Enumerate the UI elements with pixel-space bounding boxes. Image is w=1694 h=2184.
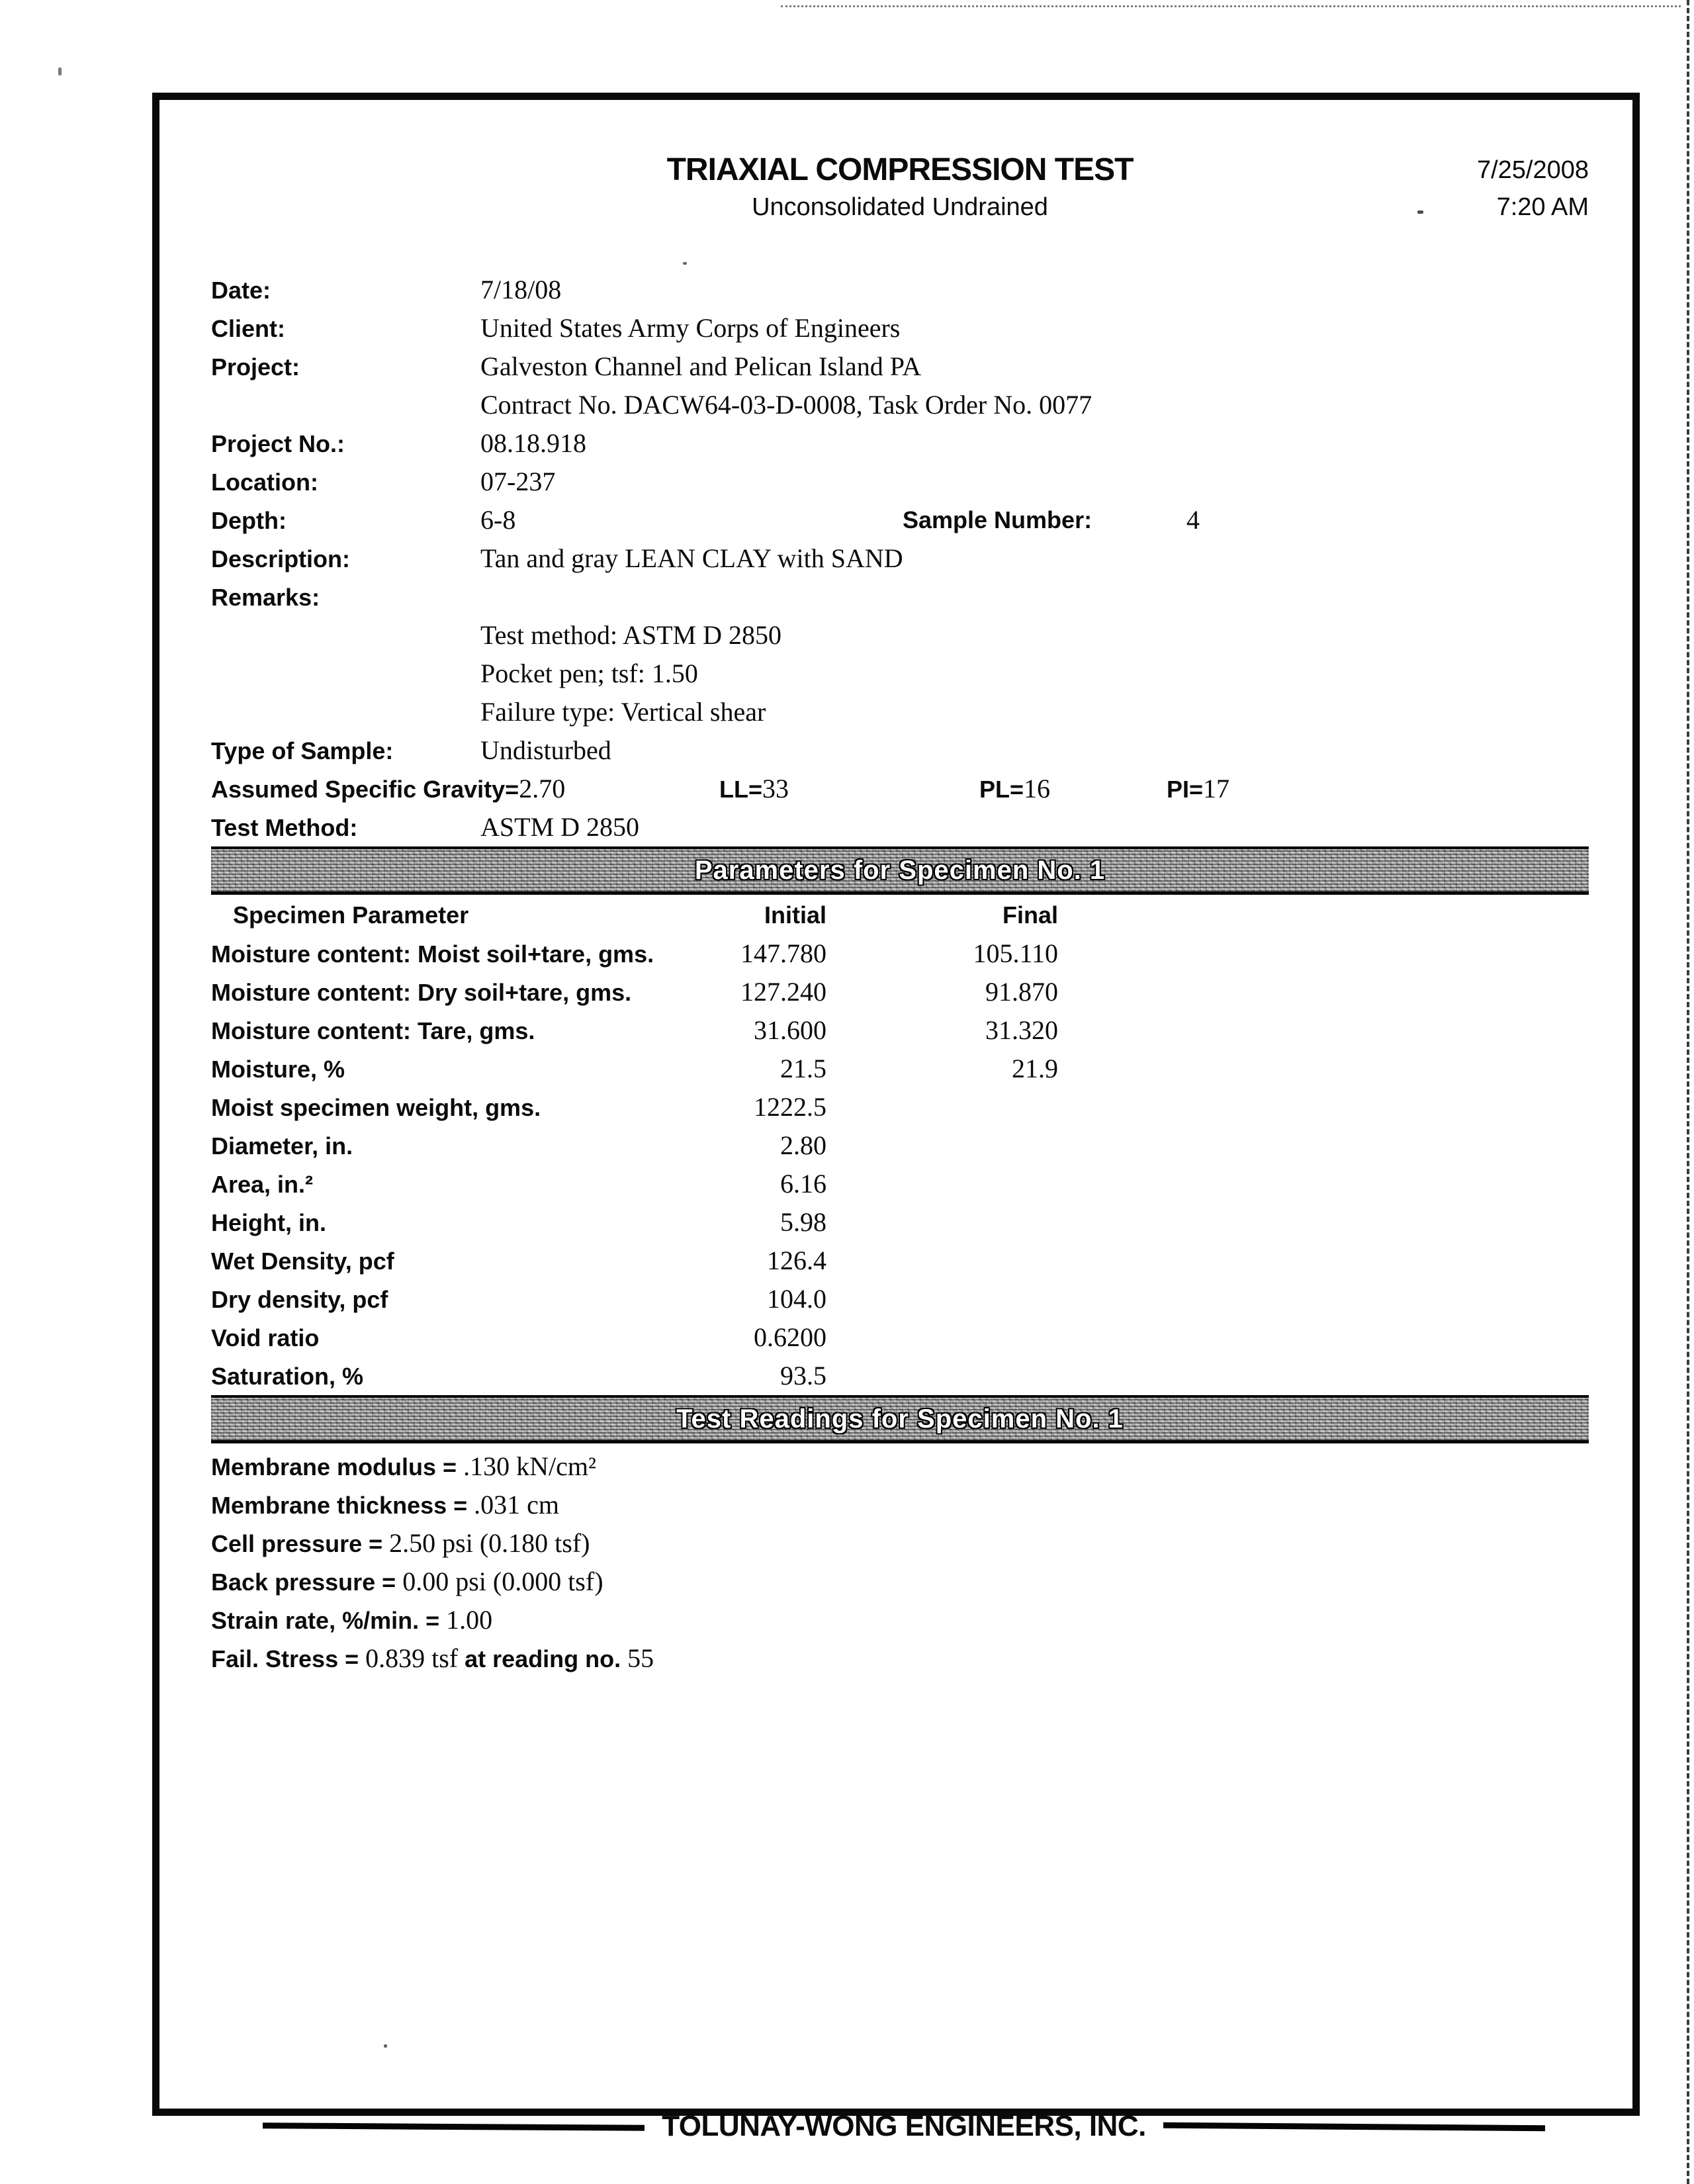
table-row	[211, 1050, 1589, 1088]
row-initial: 93.5	[780, 1361, 826, 1390]
test-readings	[211, 1447, 1589, 1678]
field-value: 7/18/08	[480, 275, 562, 304]
reading-label: Strain rate, %/min. =	[211, 1607, 447, 1634]
report-title: TRIAXIAL COMPRESSION TEST	[666, 152, 1134, 187]
reading-value: 0.00 psi (0.000 tsf)	[402, 1567, 603, 1596]
field-label: Date:	[211, 277, 271, 304]
row-label: Dry density, pcf	[211, 1286, 388, 1313]
row-label: Area, in.²	[211, 1171, 314, 1198]
footer-rule-left	[263, 2122, 645, 2131]
report-subtitle: Unconsolidated Undrained	[752, 193, 1048, 221]
footer-company-name: TOLUNAY-WONG ENGINEERS, INC.	[662, 2110, 1146, 2142]
field-row-description	[211, 539, 1589, 578]
reading-value: .031 cm	[474, 1490, 560, 1520]
row-label: Moisture content: Dry soil+tare, gms.	[211, 979, 632, 1006]
field-row-remarks	[211, 578, 1589, 616]
assumed-gravity-value: 2.70	[519, 774, 566, 803]
print-date: 7/25/2008	[1476, 156, 1589, 184]
field-label: Type of Sample:	[211, 737, 394, 764]
report-border-frame	[152, 93, 1640, 2142]
row-final: 105.110	[973, 938, 1058, 968]
field-value: United States Army Corps of Engineers	[480, 313, 901, 343]
print-time: 7:20 AM	[1496, 193, 1589, 221]
table-row	[211, 1011, 1589, 1050]
sample-number-value: 4	[1186, 505, 1200, 535]
reading-label: Back pressure =	[211, 1569, 403, 1596]
plasticity-index	[1167, 770, 1229, 814]
field-value: Test method: ASTM D 2850	[480, 620, 781, 650]
scan-speck	[58, 68, 62, 75]
report-content	[211, 152, 1589, 2160]
field-value: Tan and gray LEAN CLAY with SAND	[480, 543, 903, 573]
scan-artifact-right-edge-line	[1687, 0, 1689, 2184]
field-label: Location:	[211, 469, 318, 496]
scan-artifact-top-dots	[781, 5, 1681, 7]
field-row-failure-type	[211, 693, 1589, 731]
field-row-client	[211, 309, 1589, 347]
table-row	[211, 1242, 1589, 1280]
field-label: Project:	[211, 353, 300, 381]
row-label: Moisture, %	[211, 1056, 345, 1083]
row-initial: 147.780	[740, 938, 826, 968]
row-initial: 1222.5	[754, 1092, 826, 1122]
field-row-location	[211, 463, 1589, 501]
row-label: Moisture content: Tare, gms.	[211, 1017, 535, 1044]
reading-label: Membrane thickness =	[211, 1492, 474, 1519]
field-value: 08.18.918	[480, 428, 586, 458]
row-label: Height, in.	[211, 1209, 326, 1236]
field-row-type-of-sample	[211, 731, 1589, 770]
col-header-parameter: Specimen Parameter	[233, 901, 469, 929]
parameters-banner-text: Parameters for Specimen No. 1	[694, 856, 1106, 885]
row-final: 91.870	[985, 977, 1058, 1007]
footer-rule-right	[1163, 2122, 1545, 2131]
table-row	[211, 934, 1589, 973]
field-value: 6-8	[480, 505, 516, 535]
pi-value: 17	[1203, 774, 1230, 803]
row-final: 31.320	[985, 1015, 1058, 1045]
row-label: Void ratio	[211, 1324, 320, 1351]
table-row	[211, 1203, 1589, 1242]
row-initial: 31.600	[754, 1015, 826, 1045]
field-label: Description:	[211, 545, 351, 572]
sample-number-label: Sample Number:	[903, 506, 1092, 533]
reading-line-membrane-modulus	[211, 1447, 1589, 1486]
field-row-project-no	[211, 424, 1589, 463]
field-value: Failure type: Vertical shear	[480, 697, 766, 727]
row-initial: 126.4	[767, 1246, 826, 1275]
table-row	[211, 1165, 1589, 1203]
report-footer	[263, 2110, 1545, 2143]
field-value: ASTM D 2850	[480, 812, 640, 842]
reading-value2: 55	[627, 1643, 654, 1673]
table-row	[211, 1280, 1589, 1318]
field-value: Undisturbed	[480, 735, 611, 765]
field-label: Project No.:	[211, 430, 345, 457]
reading-label: Membrane modulus =	[211, 1453, 464, 1480]
field-row-test-method	[211, 808, 1589, 846]
liquid-limit	[719, 770, 789, 814]
row-label: Wet Density, pcf	[211, 1248, 394, 1275]
reading-line-cell-pressure	[211, 1524, 1589, 1563]
reading-value: 1.00	[446, 1605, 493, 1635]
plastic-limit	[979, 770, 1050, 814]
field-row-contract	[211, 386, 1589, 424]
reading-line-membrane-thickness	[211, 1486, 1589, 1524]
field-row-specific-gravity-limits	[211, 770, 1589, 808]
reading-value: 2.50 psi (0.180 tsf)	[389, 1528, 590, 1558]
field-label: Depth:	[211, 507, 287, 534]
col-header-initial: Initial	[764, 901, 826, 929]
pi-label: PI=	[1167, 776, 1204, 803]
row-final: 21.9	[1012, 1054, 1058, 1083]
table-row	[211, 1357, 1589, 1395]
assumed-gravity-label: Assumed Specific Gravity=	[211, 776, 519, 803]
print-datetime	[1477, 152, 1589, 226]
reading-line-fail-stress	[211, 1639, 1589, 1678]
reading-value: .130 kN/cm²	[463, 1451, 596, 1481]
field-label: Remarks:	[211, 584, 320, 611]
field-value: 07-237	[480, 467, 556, 496]
report-header	[211, 152, 1589, 226]
parameters-section-banner	[211, 846, 1589, 895]
col-header-final: Final	[1002, 901, 1058, 929]
row-initial: 5.98	[780, 1207, 826, 1237]
pl-label: PL=	[979, 776, 1024, 803]
row-initial: 2.80	[780, 1130, 826, 1160]
row-initial: 21.5	[780, 1054, 826, 1083]
field-value: Galveston Channel and Pelican Island PA	[480, 351, 922, 381]
field-row-pocket-pen	[211, 655, 1589, 693]
parameters-table-header	[211, 896, 1589, 934]
field-row-depth	[211, 501, 1589, 539]
parameters-table	[211, 896, 1589, 1395]
reading-label: Fail. Stress =	[211, 1645, 366, 1672]
ll-value: 33	[762, 774, 789, 803]
field-label: Test Method:	[211, 814, 358, 841]
row-initial: 127.240	[740, 977, 826, 1007]
field-row-test-method-note	[211, 616, 1589, 655]
field-row-project	[211, 347, 1589, 386]
field-label: Client:	[211, 315, 285, 342]
test-readings-section-banner	[211, 1395, 1589, 1443]
row-label: Moisture content: Moist soil+tare, gms.	[211, 940, 654, 968]
field-value: Pocket pen; tsf: 1.50	[480, 659, 698, 688]
test-readings-banner-text: Test Readings for Specimen No. 1	[676, 1404, 1124, 1433]
field-row-date	[211, 271, 1589, 309]
table-row	[211, 1088, 1589, 1126]
metadata-fields	[211, 271, 1589, 846]
reading-value: 0.839 tsf	[365, 1643, 459, 1673]
row-initial: 6.16	[780, 1169, 826, 1199]
table-row	[211, 973, 1589, 1011]
table-row	[211, 1126, 1589, 1165]
table-row	[211, 1318, 1589, 1357]
row-initial: 0.6200	[754, 1322, 826, 1352]
pl-value: 16	[1024, 774, 1051, 803]
reading-label: Cell pressure =	[211, 1530, 390, 1557]
reading-line-back-pressure	[211, 1563, 1589, 1601]
field-value: Contract No. DACW64-03-D-0008, Task Order No. 0077	[480, 390, 1092, 420]
row-initial: 104.0	[767, 1284, 826, 1314]
ll-label: LL=	[719, 776, 763, 803]
reading-label2: at reading no.	[458, 1645, 628, 1672]
row-label: Moist specimen weight, gms.	[211, 1094, 541, 1121]
row-label: Saturation, %	[211, 1363, 364, 1390]
reading-line-strain-rate	[211, 1601, 1589, 1639]
row-label: Diameter, in.	[211, 1132, 353, 1160]
